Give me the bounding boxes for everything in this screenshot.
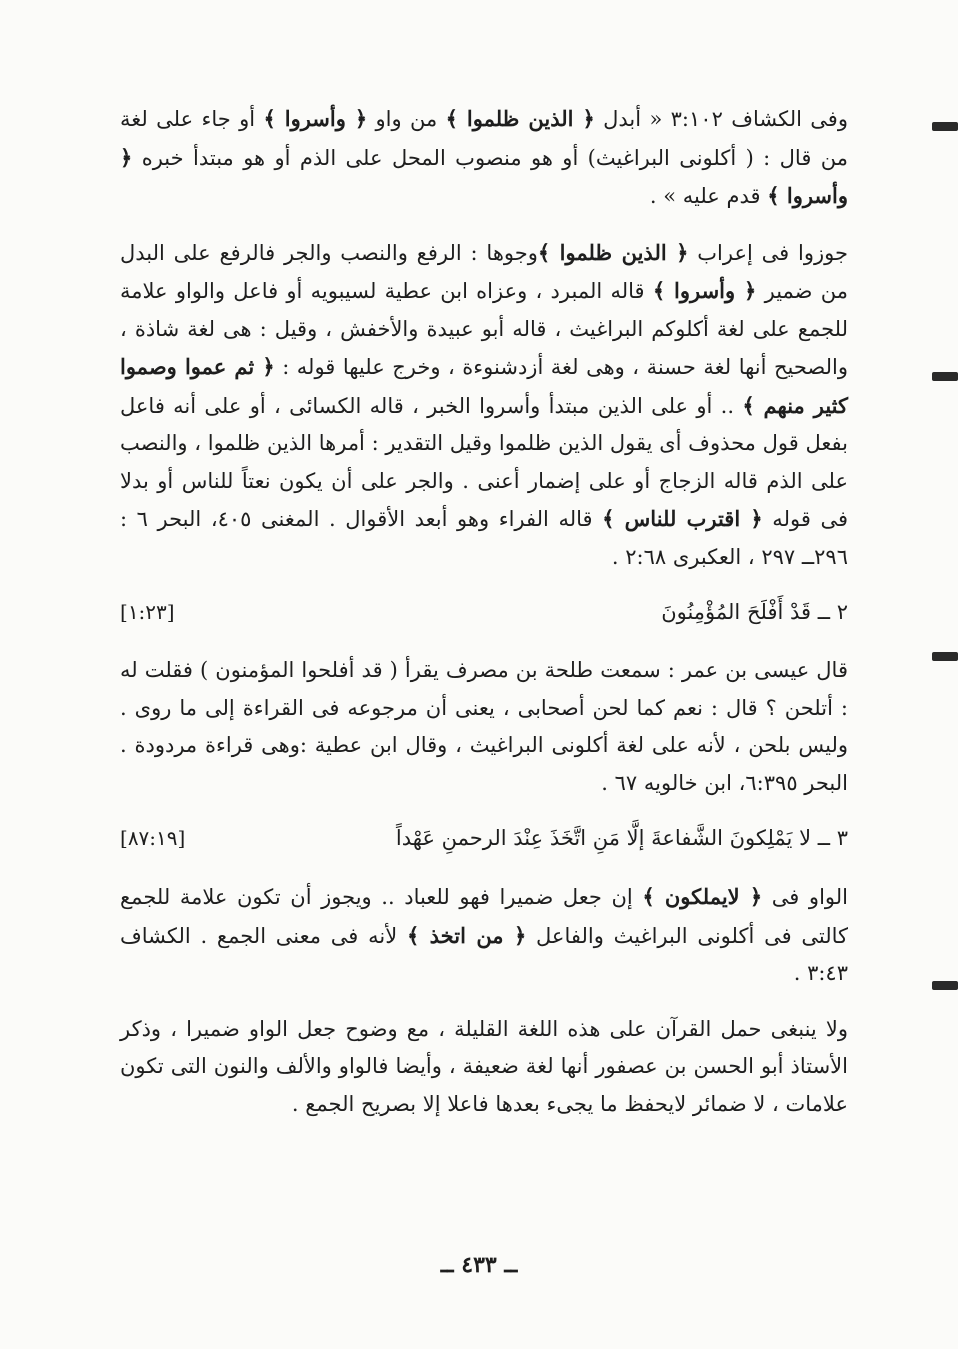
text-run: ولا ينبغى حمل القرآن على هذه اللغة القليلة ، مع وضوح جعل الواو ضميرا ، وذكر الأستاذ أبو الحسن بن عصفور أنها لغة ضعيفة ، وأيضا فالواو والألف والنون التى تكون علامات ، لا ضمائر لايحفظ ما يجىء بعدها فاعلا إلا بصريح الجمع . (120, 1016, 848, 1116)
text-run: من واو (367, 107, 446, 131)
text-run: قاله الفراء وهو أبعد الأقوال . المغنى ٤٠٥، البحر ٦ : ٢٩٦ــ ٢٩٧ ، العكبرى ٢:٦٨ . (120, 507, 848, 569)
quran-quote: ﴿ من اتخذ ﴾ (406, 922, 527, 948)
text-run: جوزوا فى إعراب (688, 240, 848, 265)
quran-quote: ﴿ اقترب للناس ﴾ (602, 506, 763, 531)
quran-quote: ﴿ وأسروا ﴾ (263, 106, 368, 131)
quran-quote: ﴿ وأسروا ﴾ (652, 278, 757, 303)
quran-quote: ﴿ الذين ظلموا ﴾ (537, 239, 689, 265)
paragraph (120, 652, 848, 802)
quran-quote: ﴿ وأسروا ﴾ (120, 144, 848, 208)
paragraph (120, 878, 848, 993)
page-number: ــ ٤٣٣ ــ (440, 1252, 518, 1278)
verse-reference: [١:٢٣] (120, 600, 175, 624)
edge-mark (932, 122, 958, 131)
verse-heading (120, 820, 848, 856)
text-run: .. أو على الذين مبتدأ وأسروا الخبر ، قاله الكسائى ، أو على أنه فاعل بفعل قول محذوف أى يقول الذين ظلموا وقيل التقدير : أمرها الذين ظلموا ، والنصب على الذم قاله الزجاج أو على إضمار أعنى . والجر على أن يكون نعتاً للناس أو بدلا فى قوله (120, 393, 848, 531)
text-run: لأنه فى معنى الجمع . الكشاف ٣:٤٣ . (120, 923, 848, 985)
verse-reference: [٨٧:١٩] (120, 826, 186, 850)
text-run: قاله المبرد ، وعزاه ابن عطية لسيبويه أو فاعل والواو علامة للجمع على لغة أكلوكم البراغيث ، قاله أبو عبيدة والأخفش ، وقيل : هى لغة شاذة ، والصحيح أنها لغة حسنة ، وهى لغة أزدشنوءة ، وخرج عليها قوله : (120, 279, 848, 379)
paragraph (120, 100, 848, 216)
verse-text: ٣ ــ لا يَمْلِكونَ الشَّفاعةَ إلَّا مَنِ اتَّخَذَ عِنْدَ الرحمنِ عَهْداً (395, 826, 848, 850)
text-run: أو جاء على لغة من قال : ( أكلونى البراغيث) أو هو منصوب المحل على الذم أو هو مبتدأ خبره (120, 107, 848, 170)
verse-heading (120, 594, 848, 630)
paragraph (120, 234, 848, 577)
edge-mark (932, 372, 958, 381)
edge-mark (932, 652, 958, 661)
text-run: وجوها : الرفع والنصب والجر فالرفع على البدل من ضمير (120, 240, 849, 303)
verse-text: ٢ ــ قَدْ أَفْلَحَ المُؤْمِنُونَ (661, 600, 848, 624)
paragraph (120, 1011, 848, 1124)
edge-mark (932, 981, 958, 990)
text-run: وفى الكشاف ٣:١٠٢ « أبدل (594, 107, 848, 131)
text-run: الواو فى (762, 885, 848, 909)
page-body (120, 100, 848, 1141)
quran-quote: ﴿ لايملكون ﴾ (642, 884, 763, 909)
quran-quote: ﴿ ثم عموا وصموا كثير منهم ﴾ (120, 354, 848, 418)
text-run: قدم عليه » . (649, 184, 768, 208)
text-run: إن جعل ضميرا فهو للعباد .. ويجوز أن تكون علامة للجمع كالتى فى أكلونى البراغيث والفاعل (120, 885, 849, 948)
text-run: قال عيسى بن عمر : سمعت طلحة بن مصرف يقرأ ( قد أفلحوا المؤمنون ) فقلت له : أتلحن ؟ قال : نعم كما لحن أصحابى ، يعنى أن مرجوعه فى القراءة إلى ما روى . وليس بلحن ، لأنه على لغة أكلونى البراغيث ، وقال ابن عطية :وهى قراءة مردودة . البحر ٦:٣٩٥، ابن خالويه ٦٧ . (120, 658, 848, 795)
quran-quote: ﴿ الذين ظلموا ﴾ (445, 106, 595, 131)
